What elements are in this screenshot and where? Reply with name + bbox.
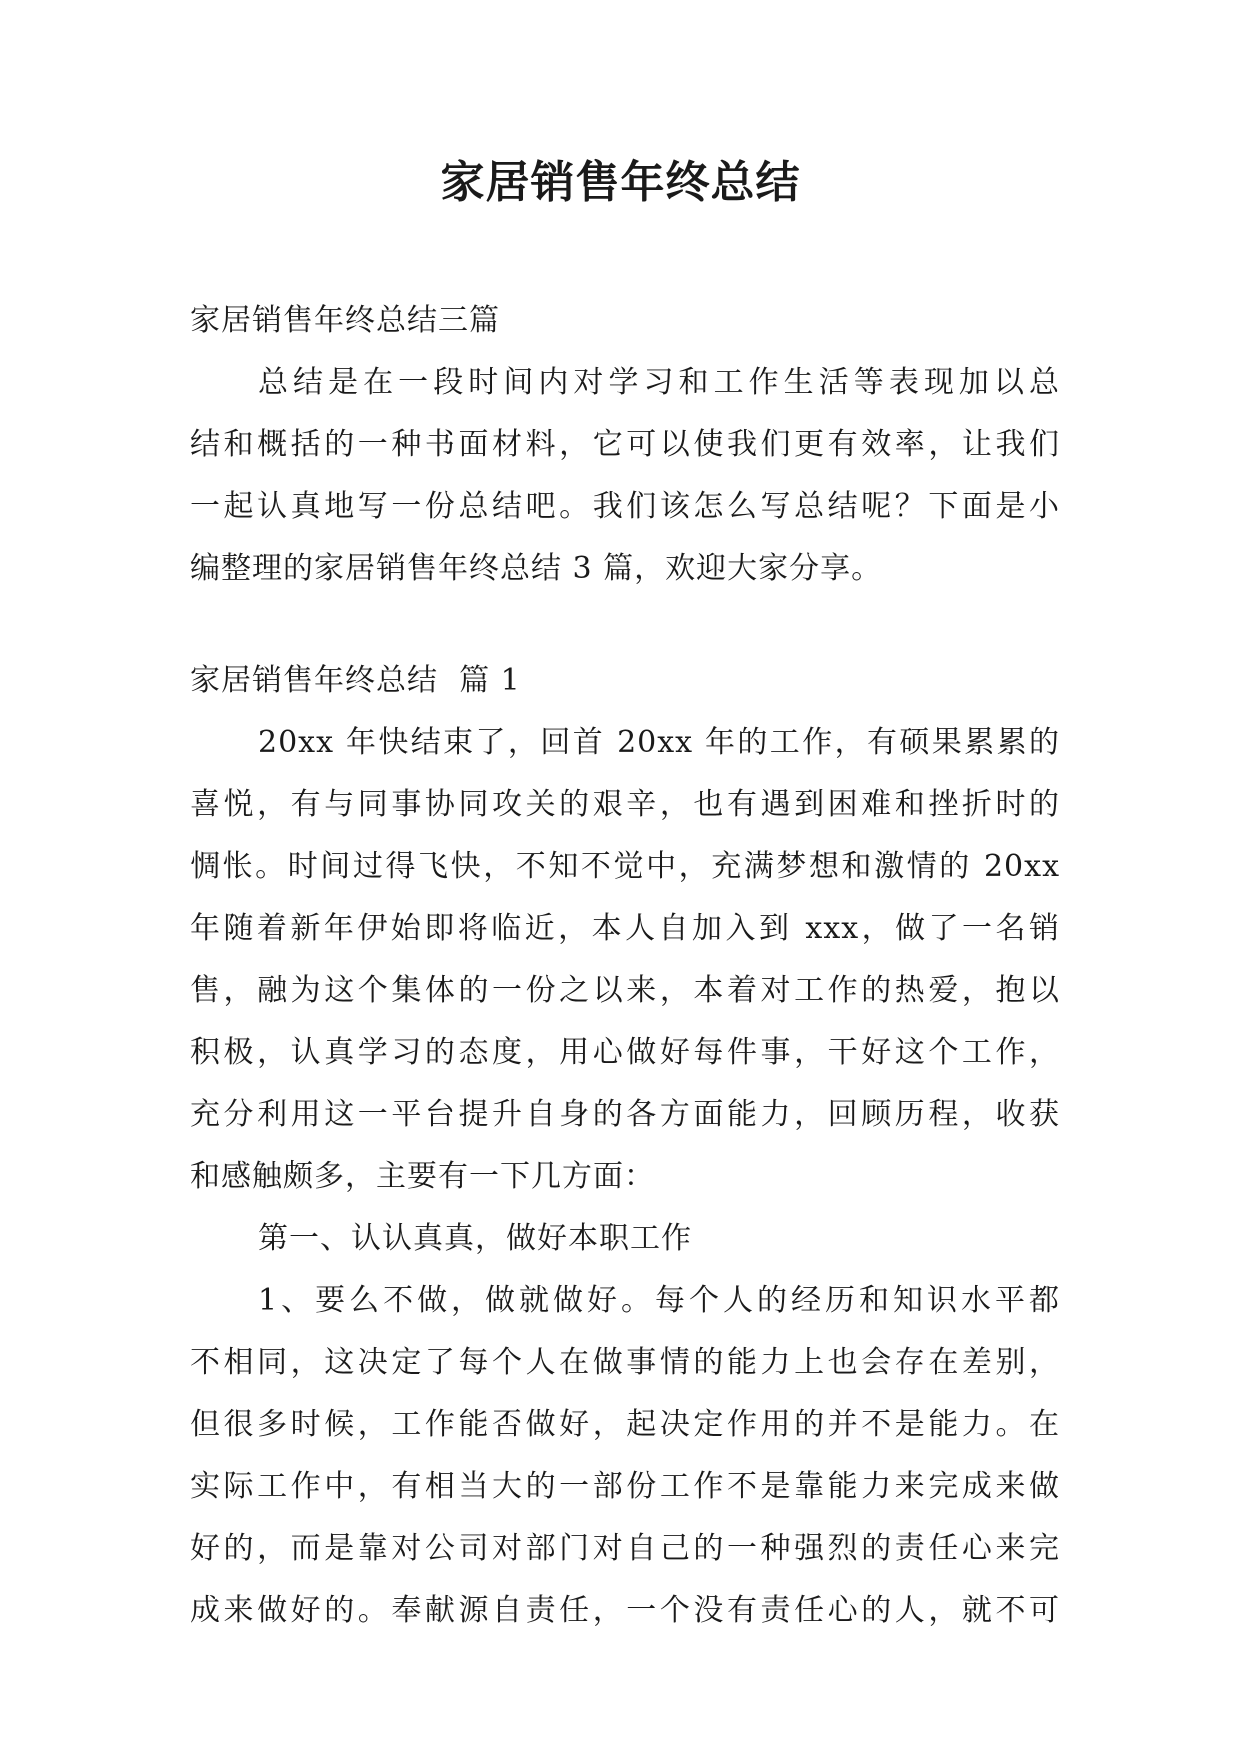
paragraph-line: 惆怅。时间过得飞快，不知不觉中，充满梦想和激情的 20xx	[190, 849, 1060, 884]
paragraph-line: 喜悦，有与同事协同攻关的艰辛，也有遇到困难和挫折时的	[190, 787, 1060, 822]
paragraph-line: 积极，认真学习的态度，用心做好每件事，干好这个工作，	[190, 1035, 1060, 1070]
paragraph-line: 售，融为这个集体的一份之以来，本着对工作的热爱，抱以	[190, 973, 1060, 1008]
section-gap	[190, 600, 1060, 650]
paragraph-line: 和感触颇多，主要有一下几方面：	[190, 1159, 655, 1194]
intro-line: 总结是在一段时间内对学习和工作生活等表现加以总	[258, 365, 1060, 400]
paragraph-line: 但很多时候，工作能否做好，起决定作用的并不是能力。在	[190, 1407, 1060, 1442]
document-body	[190, 290, 1060, 1642]
section-heading: 家居销售年终总结 篇 1	[190, 663, 521, 698]
paragraph-line: 1、要么不做，做就做好。每个人的经历和知识水平都	[258, 1283, 1060, 1318]
paragraph-line: 充分利用这一平台提升自身的各方面能力，回顾历程，收获	[190, 1097, 1060, 1132]
intro-paragraph	[190, 352, 1060, 600]
document-title: 家居销售年终总结	[440, 157, 801, 208]
paragraph-line: 好的，而是靠对公司对部门对自己的一种强烈的责任心来完	[190, 1531, 1060, 1566]
intro-line: 结和概括的一种书面材料，它可以使我们更有效率，让我们	[190, 427, 1060, 462]
paragraph-line: 不相同，这决定了每个人在做事情的能力上也会存在差别，	[190, 1345, 1060, 1380]
section1-paragraph	[190, 712, 1060, 1208]
paragraph-line: 年随着新年伊始即将临近，本人自加入到 xxx，做了一名销	[190, 911, 1060, 946]
paragraph-line: 实际工作中，有相当大的一部份工作不是靠能力来完成来做	[190, 1469, 1060, 1504]
intro-line: 一起认真地写一份总结吧。我们该怎么写总结呢？下面是小	[190, 489, 1060, 524]
intro-line: 编整理的家居销售年终总结 3 篇，欢迎大家分享。	[190, 551, 883, 586]
paragraph-line: 20xx 年快结束了，回首 20xx 年的工作，有硕果累累的	[258, 725, 1060, 760]
point-heading: 第一、认认真真，做好本职工作	[258, 1221, 692, 1256]
document-subtitle: 家居销售年终总结三篇	[190, 303, 500, 338]
section1-paragraph-2	[190, 1270, 1060, 1642]
paragraph-line: 成来做好的。奉献源自责任，一个没有责任心的人，就不可	[190, 1593, 1060, 1628]
